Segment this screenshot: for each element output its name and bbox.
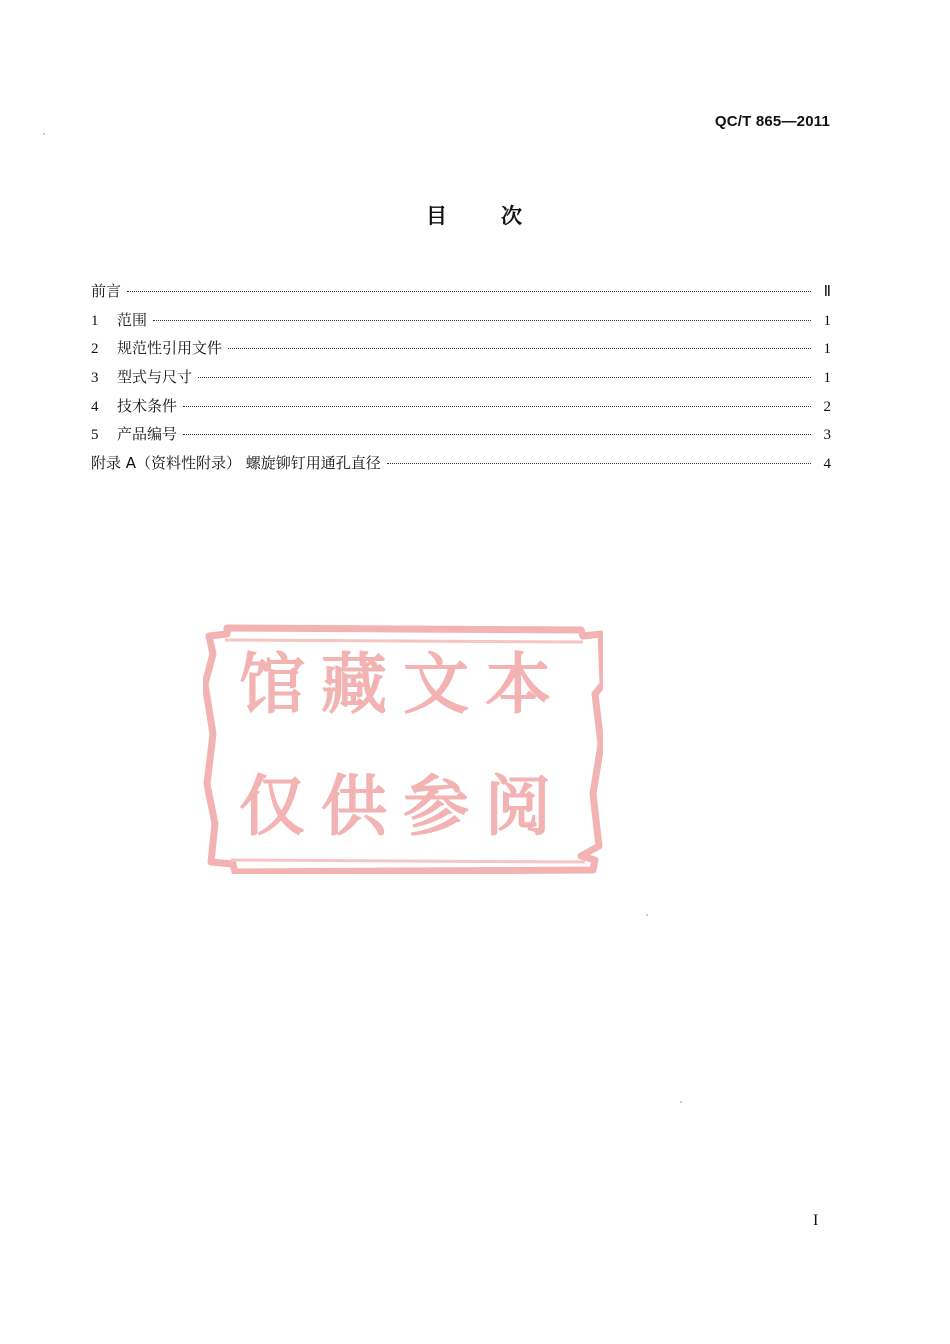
toc-entry-annex-a[interactable] xyxy=(91,452,831,481)
toc-label: 规范性引用文件 xyxy=(117,339,223,358)
toc-leader-dots xyxy=(183,434,811,435)
page-title xyxy=(0,200,950,230)
toc-label: 附录 A（资料性附录） 螺旋铆钉用通孔直径 xyxy=(91,454,381,473)
stamp-line-2: 仅供参阅 xyxy=(239,768,567,845)
stamp-line-1: 馆藏文本 xyxy=(239,646,567,723)
toc-page-number: 1 xyxy=(823,370,831,387)
toc-label: 范围 xyxy=(117,310,148,329)
toc-page-number: 4 xyxy=(823,456,831,473)
toc-label: 前言 xyxy=(91,282,122,300)
toc-leader-dots xyxy=(183,406,811,407)
toc-entry-technical-requirements[interactable] xyxy=(91,395,831,424)
toc-label: 产品编号 xyxy=(117,425,178,444)
toc-entry-foreword[interactable] xyxy=(91,280,831,309)
page-number: I xyxy=(813,1212,819,1229)
toc-page-number: 1 xyxy=(823,341,831,358)
scan-speck xyxy=(646,914,648,916)
toc-leader-dots xyxy=(198,377,811,378)
scan-speck xyxy=(43,133,45,135)
toc-entry-scope[interactable] xyxy=(91,309,831,338)
toc-page-number: Ⅱ xyxy=(823,284,831,300)
table-of-contents xyxy=(91,280,831,481)
toc-leader-dots xyxy=(127,291,811,292)
toc-page-number: 1 xyxy=(823,312,831,329)
toc-entry-normative-references[interactable] xyxy=(91,337,831,366)
toc-section-number: 2 xyxy=(91,341,99,358)
toc-section-number: 5 xyxy=(91,427,99,444)
title-char-2: 次 xyxy=(501,204,524,228)
toc-label: 技术条件 xyxy=(117,396,178,415)
toc-label: 型式与尺寸 xyxy=(117,368,193,387)
toc-entry-product-numbering[interactable] xyxy=(91,423,831,452)
toc-section-number: 3 xyxy=(91,370,99,387)
archive-stamp xyxy=(203,624,603,874)
toc-leader-dots xyxy=(387,463,811,464)
toc-leader-dots xyxy=(153,320,811,321)
toc-entry-types-dimensions[interactable] xyxy=(91,366,831,395)
scan-speck xyxy=(680,1101,682,1103)
title-char-1: 目 xyxy=(426,204,449,228)
toc-section-number: 1 xyxy=(91,312,99,329)
toc-leader-dots xyxy=(228,348,811,349)
toc-page-number: 2 xyxy=(823,398,831,415)
toc-section-number: 4 xyxy=(91,398,99,415)
standard-code: QC/T 865—2011 xyxy=(714,113,830,130)
toc-page-number: 3 xyxy=(823,427,831,444)
